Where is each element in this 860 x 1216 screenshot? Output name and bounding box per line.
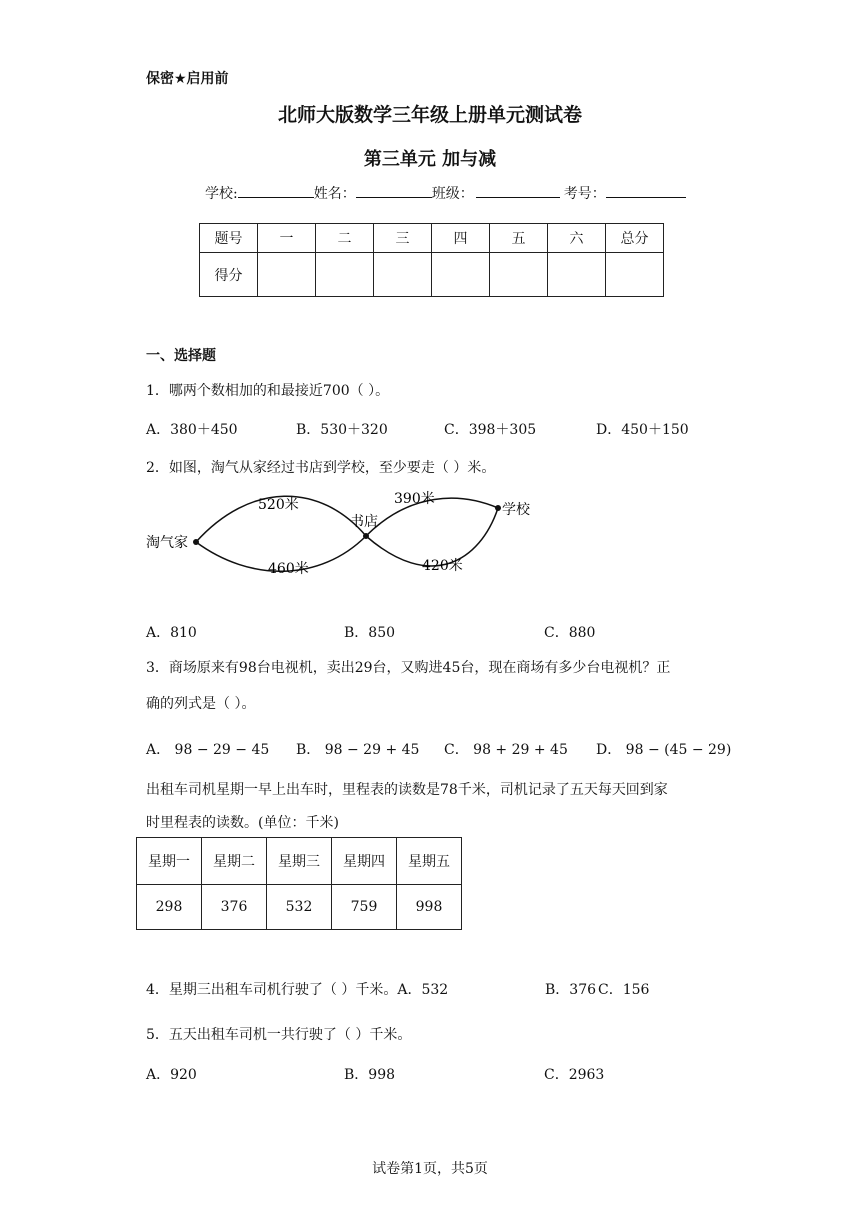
q5-option-a[interactable]: A．920: [146, 1067, 197, 1083]
score-header-cell: 五: [490, 224, 548, 253]
question-2-text: 2．如图，淘气从家经过书店到学校，至少要走（ ）米。: [146, 460, 496, 476]
score-cell[interactable]: [258, 253, 316, 297]
section-title: 一、选择题: [146, 348, 216, 364]
home-label: 淘气家: [146, 535, 188, 551]
store-label: 书店: [350, 514, 378, 530]
exam-number-label: 考号：: [563, 186, 606, 202]
score-table: [199, 223, 664, 297]
score-cell[interactable]: [374, 253, 432, 297]
mileage-days-row: [137, 838, 462, 885]
q4-option-b[interactable]: B．376: [545, 982, 597, 998]
school-point: [495, 505, 501, 511]
question-4-text: 4．星期三出租车司机行驶了（ ）千米。A．532: [146, 982, 449, 998]
q2-option-c[interactable]: C．880: [544, 625, 596, 641]
student-info-line: [205, 183, 686, 203]
store-point: [363, 533, 369, 539]
score-header-cell: 六: [548, 224, 606, 253]
school-label-fig: 学校: [502, 502, 530, 518]
day-cell: 星期五: [397, 838, 462, 885]
taxi-context-line2: 时里程表的读数。(单位：千米): [146, 815, 339, 831]
home-point: [193, 539, 199, 545]
day-cell: 星期一: [137, 838, 202, 885]
mileage-readings-row: [137, 885, 462, 930]
q3-option-a[interactable]: A． 98 − 29 − 45: [146, 742, 270, 758]
score-cell[interactable]: [548, 253, 606, 297]
day-cell: 星期四: [332, 838, 397, 885]
score-cell[interactable]: [490, 253, 548, 297]
distance-top-right: 390米: [394, 491, 435, 507]
school-blank[interactable]: [238, 183, 314, 198]
score-header-cell: 二: [316, 224, 374, 253]
q2-option-a[interactable]: A．810: [146, 625, 197, 641]
reading-cell: 759: [332, 885, 397, 930]
taxi-context-line1: 出租车司机星期一早上出车时，里程表的读数是78千米，司机记录了五天每天回到家: [146, 782, 668, 798]
distance-bottom-right: 420米: [422, 558, 463, 574]
question-3-text-line1: 3．商场原来有98台电视机，卖出29台，又购进45台，现在商场有多少台电视机？正: [146, 660, 671, 676]
page-footer: 试卷第1页，共5页: [372, 1161, 488, 1177]
question-1-text: 1．哪两个数相加的和最接近700（ ）。: [146, 383, 390, 399]
q1-option-c[interactable]: C．398＋305: [444, 422, 537, 438]
score-cell[interactable]: [606, 253, 664, 297]
name-label: 姓名：: [313, 186, 356, 202]
score-row-label: 得分: [200, 253, 258, 297]
question-3-text-line2: 确的列式是（ ）。: [146, 696, 256, 712]
q3-option-c[interactable]: C． 98 + 29 + 45: [444, 742, 568, 758]
unit-subtitle: 第三单元 加与减: [363, 149, 497, 170]
class-label: 班级：: [431, 186, 474, 202]
q3-option-b[interactable]: B． 98 − 29 + 45: [296, 742, 420, 758]
q1-option-d[interactable]: D．450＋150: [596, 422, 689, 438]
score-header-cell: 一: [258, 224, 316, 253]
score-header-cell: 总分: [606, 224, 664, 253]
score-table-score-row: [200, 253, 664, 297]
reading-cell: 298: [137, 885, 202, 930]
day-cell: 星期三: [267, 838, 332, 885]
distance-top-left: 520米: [258, 497, 299, 513]
score-cell[interactable]: [316, 253, 374, 297]
name-blank[interactable]: [356, 183, 432, 198]
mileage-table: [136, 837, 462, 930]
score-header-cell: 题号: [200, 224, 258, 253]
q4-option-c[interactable]: C．156: [598, 982, 650, 998]
q3-option-d[interactable]: D． 98 − (45 − 29): [596, 742, 732, 758]
q5-option-c[interactable]: C．2963: [544, 1067, 605, 1083]
question-5-text: 5．五天出租车司机一共行驶了（ ）千米。: [146, 1027, 412, 1043]
q5-option-b[interactable]: B．998: [344, 1067, 396, 1083]
score-header-cell: 四: [432, 224, 490, 253]
confidential-label: 保密★启用前: [146, 71, 229, 87]
reading-cell: 998: [397, 885, 462, 930]
reading-cell: 376: [202, 885, 267, 930]
route-diagram: [140, 482, 550, 582]
q1-option-b[interactable]: B．530＋320: [296, 422, 388, 438]
school-label: 学校:: [205, 186, 238, 202]
exam-title: 北师大版数学三年级上册单元测试卷: [277, 104, 582, 126]
day-cell: 星期二: [202, 838, 267, 885]
q2-option-b[interactable]: B．850: [344, 625, 396, 641]
distance-bottom-left: 460米: [268, 561, 309, 577]
score-cell[interactable]: [432, 253, 490, 297]
q1-option-a[interactable]: A．380＋450: [146, 422, 238, 438]
reading-cell: 532: [267, 885, 332, 930]
score-header-cell: 三: [374, 224, 432, 253]
exam-number-blank[interactable]: [606, 183, 686, 198]
class-blank[interactable]: [476, 183, 560, 198]
score-table-header-row: [200, 224, 664, 253]
